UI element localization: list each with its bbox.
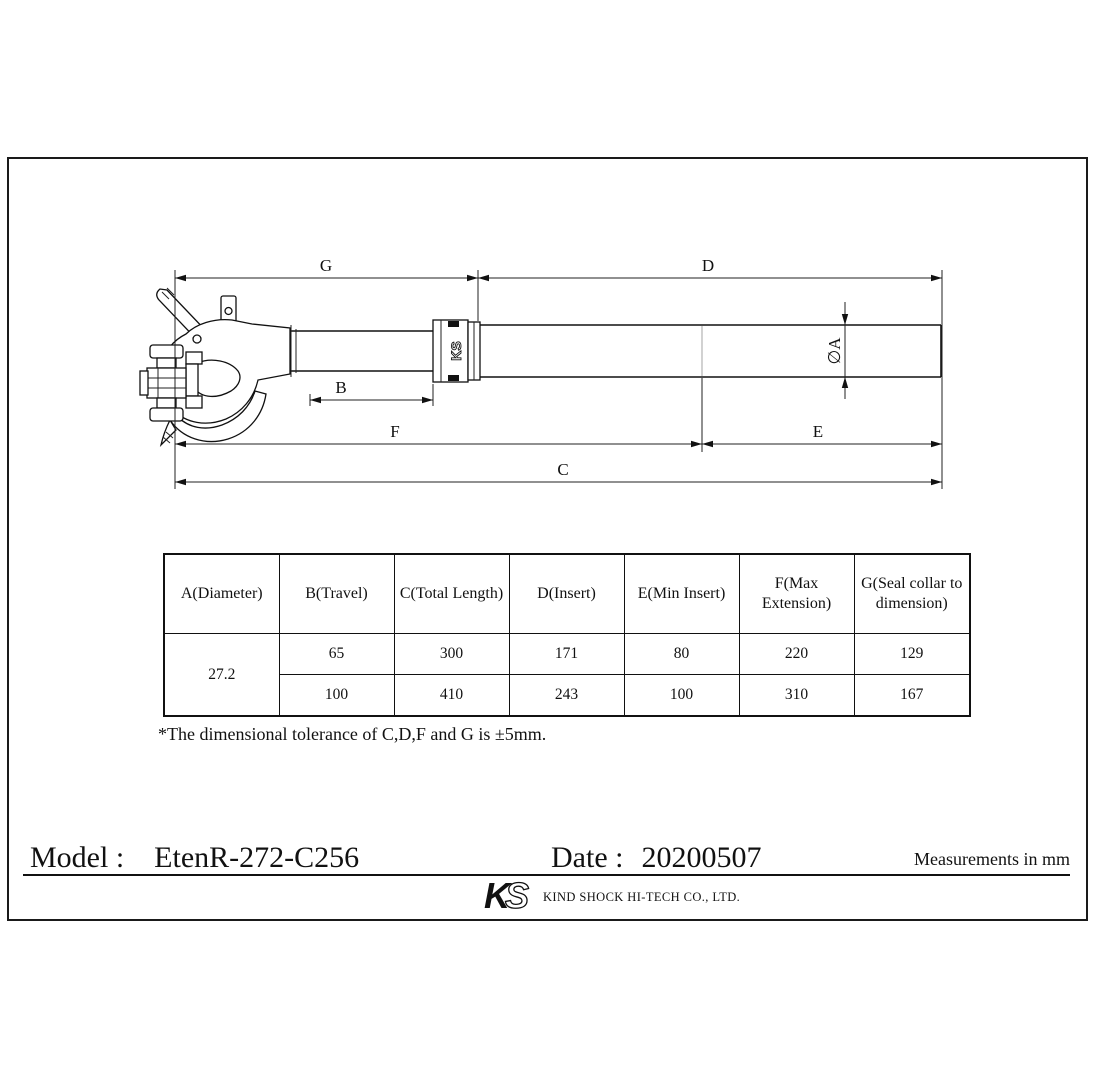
cell-travel-2: 100	[279, 675, 394, 717]
model-field	[30, 841, 359, 875]
dimension-b	[310, 378, 433, 403]
collar-ks-logo: KS	[448, 341, 464, 361]
cell-max-extension-2: 310	[739, 675, 854, 717]
dim-label-e: E	[812, 422, 824, 441]
dimension-table	[163, 553, 971, 717]
col-header-b-travel: B(Travel)	[279, 554, 394, 634]
ks-logo-k: K	[484, 880, 510, 914]
col-header-e-min-insert: E(Min Insert)	[624, 554, 739, 634]
dim-label-b: B	[335, 378, 347, 397]
seatpost-head-clamp	[140, 288, 290, 445]
col-header-a-diameter: A(Diameter)	[164, 554, 279, 634]
cell-max-extension-1: 220	[739, 634, 854, 675]
seal-collar	[433, 320, 480, 382]
dimension-e	[702, 422, 942, 447]
seatpost-lower-tube	[480, 325, 941, 377]
table-row	[164, 634, 970, 675]
model-value: EtenR-272-C256	[154, 841, 360, 874]
dimension-g	[175, 256, 478, 281]
dimension-f	[175, 422, 702, 447]
cell-min-insert-2: 100	[624, 675, 739, 717]
cell-total-length-2: 410	[394, 675, 509, 717]
col-header-g-seal-collar: G(Seal collar to dimension)	[854, 554, 970, 634]
date-label: Date :	[551, 841, 624, 874]
table-header-row	[164, 554, 970, 634]
dim-label-g: G	[319, 256, 333, 275]
col-header-c-total-length: C(Total Length)	[394, 554, 509, 634]
cell-seal-collar-1: 129	[854, 634, 970, 675]
ks-logo-s: S	[505, 880, 530, 914]
dim-label-f: F	[390, 422, 400, 441]
dim-label-c: C	[557, 460, 569, 479]
dim-label-d: D	[701, 256, 715, 275]
dim-label-diameter-a: ∅A	[825, 337, 844, 365]
date-value: 20200507	[641, 841, 762, 874]
units-note: Measurements in mm	[914, 849, 1070, 869]
col-header-f-max-extension: F(Max Extension)	[739, 554, 854, 634]
dimension-d	[478, 256, 942, 281]
cell-min-insert-1: 80	[624, 634, 739, 675]
cell-travel-1: 65	[279, 634, 394, 675]
table-row	[164, 675, 970, 717]
model-label: Model :	[30, 841, 125, 874]
company-name: KIND SHOCK HI-TECH CO., LTD.	[543, 889, 741, 904]
dimension-c	[175, 460, 942, 485]
cell-insert-2: 243	[509, 675, 624, 717]
cell-total-length-1: 300	[394, 634, 509, 675]
date-field	[551, 841, 761, 875]
tolerance-footnote: *The dimensional tolerance of C,D,F and G is ±5mm.	[158, 724, 547, 744]
cell-diameter: 27.2	[164, 634, 279, 717]
extension-lines	[175, 270, 942, 489]
ks-logo-icon	[484, 880, 534, 914]
cell-insert-1: 171	[509, 634, 624, 675]
company-branding	[484, 880, 740, 914]
cell-seal-collar-2: 167	[854, 675, 970, 717]
col-header-d-insert: D(Insert)	[509, 554, 624, 634]
dimension-diameter-a	[825, 302, 848, 399]
